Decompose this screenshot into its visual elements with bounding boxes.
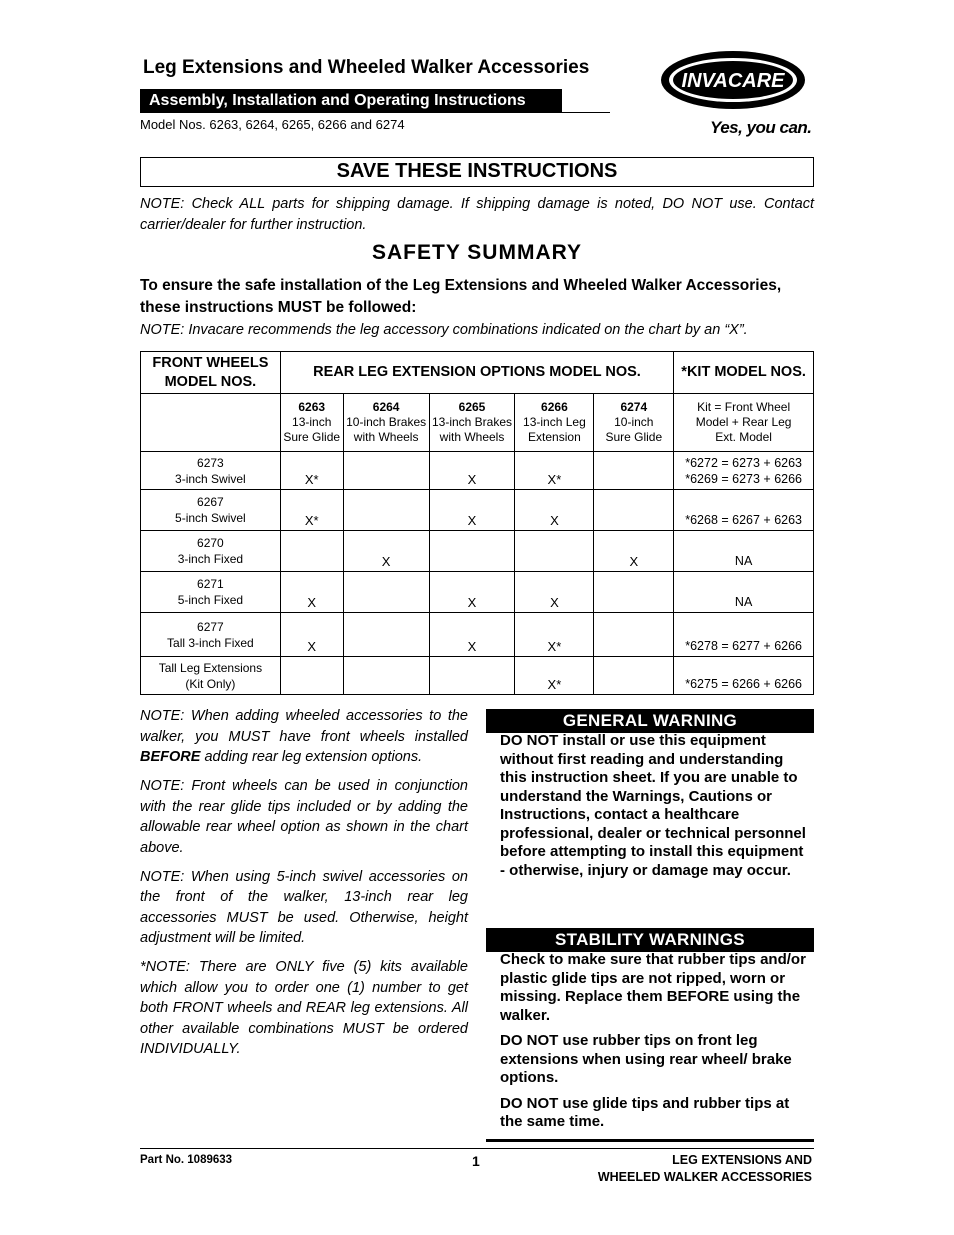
front-wheel-model: 6267 5-inch Swivel	[141, 490, 281, 531]
notes-column	[140, 706, 468, 1068]
stability-warnings-title: STABILITY WARNINGS	[486, 928, 814, 952]
combo-mark	[343, 613, 429, 657]
table-row	[141, 657, 814, 695]
combo-mark: X	[429, 572, 515, 613]
front-wheel-model: 6271 5-inch Fixed	[141, 572, 281, 613]
kit-model: *6272 = 6273 + 6263 *6269 = 6273 + 6266	[674, 452, 814, 490]
general-warning-text: DO NOT install or use this equipment without first reading and understanding this instruction sheet. If you are unable to understand the Warnings, Cautions or Instructions, contact a healthcare professional, dealer or technical personnel before attempting to install this equipment - otherwise, injury or damage may occur.	[500, 732, 806, 879]
kit-model: *6278 = 6277 + 6266	[674, 613, 814, 657]
combo-mark: X	[429, 613, 515, 657]
combo-mark	[515, 531, 594, 572]
note-5inch-swivel: NOTE: When using 5-inch swivel accessories on the front of the walker, 13-inch rear leg accessories MUST be used. Otherwise, height adjustment will be limited.	[140, 868, 468, 946]
combo-mark	[343, 490, 429, 531]
combo-mark: X*	[280, 490, 343, 531]
save-instructions-heading: SAVE THESE INSTRUCTIONS	[140, 157, 814, 187]
table-row	[141, 572, 814, 613]
logo-text: INVACARE	[681, 70, 785, 92]
combo-mark: X*	[515, 452, 594, 490]
stability-warning-rubber-tips: DO NOT use rubber tips on front leg extensions when using rear wheel/ brake options.	[500, 1032, 792, 1086]
combo-mark	[429, 657, 515, 695]
combo-mark: X	[515, 572, 594, 613]
recommend-note: NOTE: Invacare recommends the leg accessory combinations indicated on the chart by an “X”.	[140, 322, 748, 338]
page-number: 1	[472, 1153, 480, 1169]
table-row	[141, 613, 814, 657]
safety-intro: To ensure the safe installation of the Leg Extensions and Wheeled Walker Accessories, these instructions MUST be followed:	[140, 277, 782, 316]
combo-mark	[343, 572, 429, 613]
combo-mark: X	[280, 572, 343, 613]
general-warning-title: GENERAL WARNING	[486, 709, 814, 733]
combo-mark: X	[515, 490, 594, 531]
rear-option-6266: 6266 13-inch Leg Extension	[515, 394, 594, 452]
accessory-combination-table	[140, 351, 814, 695]
combo-mark: X*	[515, 613, 594, 657]
front-wheel-model: Tall Leg Extensions (Kit Only)	[141, 657, 281, 695]
combo-mark	[280, 531, 343, 572]
combo-mark	[343, 452, 429, 490]
front-wheel-model: 6273 3-inch Swivel	[141, 452, 281, 490]
combo-mark: X	[594, 531, 674, 572]
part-number: Part No. 1089633	[140, 1154, 233, 1166]
tagline: Yes, you can.	[710, 118, 812, 137]
front-wheel-model: 6277 Tall 3-inch Fixed	[141, 613, 281, 657]
rear-option-6274: 6274 10-inch Sure Glide	[594, 394, 674, 452]
kit-model-header: *KIT MODEL NOS.	[674, 352, 814, 394]
combo-mark	[594, 657, 674, 695]
blank-cell	[141, 394, 281, 452]
rear-option-6263: 6263 13-inch Sure Glide	[280, 394, 343, 452]
rear-options-header: REAR LEG EXTENSION OPTIONS MODEL NOS.	[280, 352, 673, 394]
kit-description: Kit = Front Wheel Model + Rear Leg Ext. Model	[674, 394, 814, 452]
rear-option-6265: 6265 13-inch Brakes with Wheels	[429, 394, 515, 452]
combo-mark: X	[280, 613, 343, 657]
combo-mark: X*	[515, 657, 594, 695]
warnings-bottom-rule	[486, 1139, 814, 1142]
note-front-wheels-first: NOTE: When adding wheeled accessories to the walker, you MUST have front wheels installed BEFORE adding rear leg extension options.	[140, 708, 468, 765]
stability-warnings-text	[500, 951, 810, 1139]
front-wheels-header: FRONT WHEELS MODEL NOS.	[141, 352, 281, 394]
table-row	[141, 452, 814, 490]
document-title: Leg Extensions and Wheeled Walker Accessories	[143, 57, 590, 78]
note-glide-tips: NOTE: Front wheels can be used in conjunction with the rear glide tips included or by adding the allowable rear wheel option as shown in the chart above.	[140, 778, 468, 856]
model-numbers: Model Nos. 6263, 6264, 6265, 6266 and 6274	[140, 117, 405, 132]
shipping-note: NOTE: Check ALL parts for shipping damage. If shipping damage is noted, DO NOT use. Contact carrier/dealer for further instruction.	[140, 196, 814, 233]
combo-mark: X	[429, 452, 515, 490]
footer-rule	[140, 1148, 814, 1149]
footer-title: LEG EXTENSIONS AND WHEELED WALKER ACCESSORIES	[597, 1153, 812, 1184]
combo-mark: X*	[280, 452, 343, 490]
safety-summary-title: SAFETY SUMMARY	[371, 241, 582, 264]
combo-mark: X	[429, 490, 515, 531]
rear-option-6264: 6264 10-inch Brakes with Wheels	[343, 394, 429, 452]
combo-mark	[343, 657, 429, 695]
combo-mark	[594, 572, 674, 613]
combo-mark	[594, 490, 674, 531]
combo-mark	[594, 613, 674, 657]
stability-warning-glide-tips: DO NOT use glide tips and rubber tips at the same time.	[500, 1094, 790, 1130]
kit-model: NA	[674, 572, 814, 613]
kit-model: *6268 = 6267 + 6263	[674, 490, 814, 531]
combo-mark	[429, 531, 515, 572]
table-row	[141, 490, 814, 531]
kit-model: *6275 = 6266 + 6266	[674, 657, 814, 695]
kit-model: NA	[674, 531, 814, 572]
invacare-logo	[658, 48, 808, 112]
combo-mark	[594, 452, 674, 490]
combo-mark	[280, 657, 343, 695]
table-row	[141, 531, 814, 572]
front-wheel-model: 6270 3-inch Fixed	[141, 531, 281, 572]
note-kits: *NOTE: There are ONLY five (5) kits available which allow you to order one (1) number to get both FRONT wheels and REAR leg extensions. All other available combinations MUST be ordered INDIVIDUALLY.	[140, 959, 468, 1057]
instructions-banner: Assembly, Installation and Operating Instructions	[140, 89, 562, 112]
combo-mark: X	[343, 531, 429, 572]
banner-rule	[140, 112, 610, 113]
stability-warning-tips: Check to make sure that rubber tips and/or plastic glide tips are not ripped, worn or missing. Replace them BEFORE using the walker.	[500, 951, 806, 1024]
